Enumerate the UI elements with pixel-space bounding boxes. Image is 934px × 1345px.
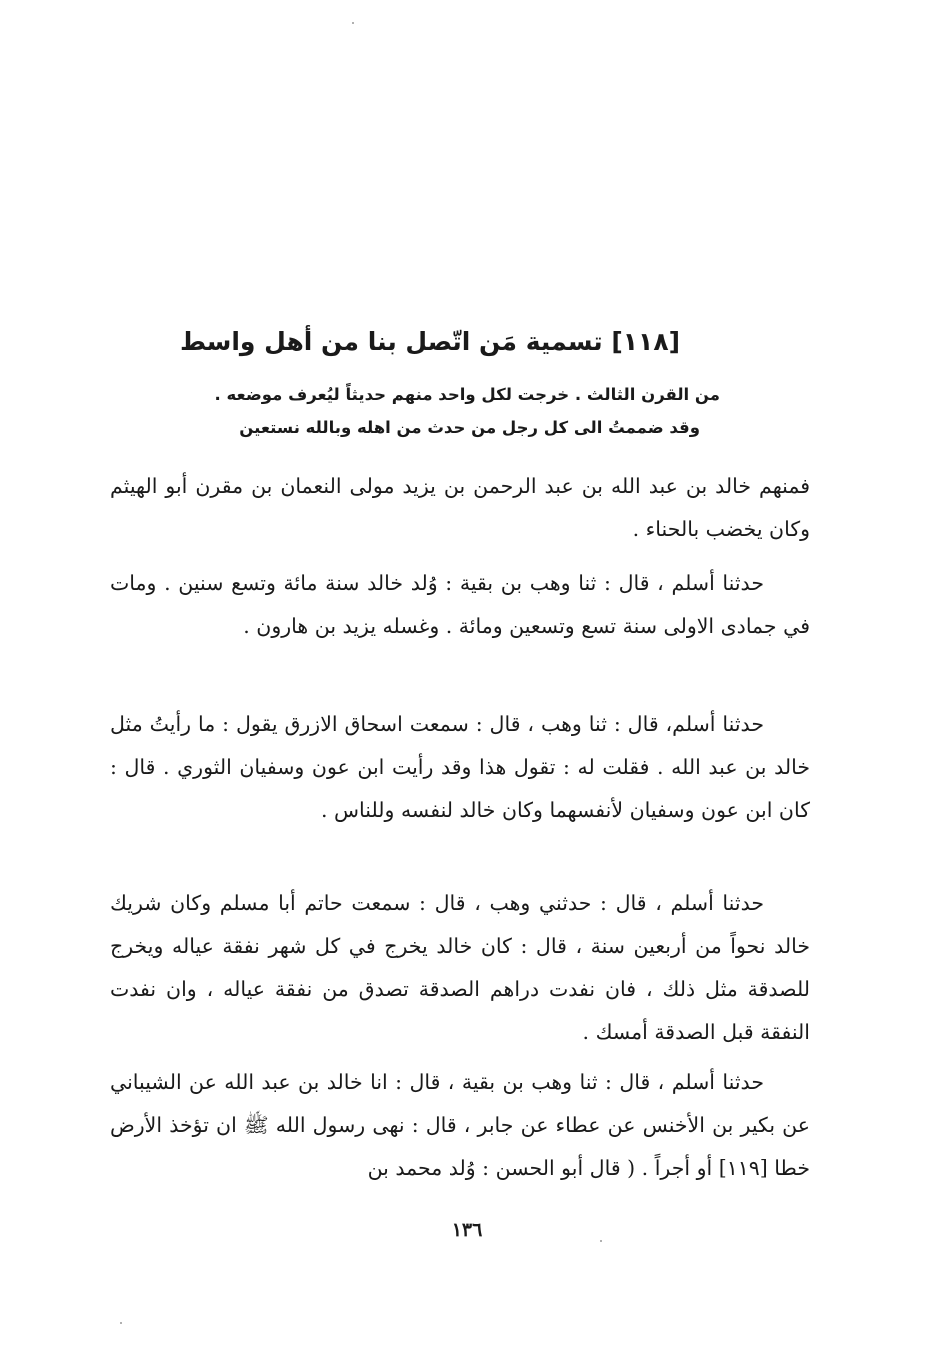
page-number: ١٣٦ <box>451 1219 483 1241</box>
paragraph-2 <box>110 562 810 648</box>
section-heading: [١١٨] تسمية مَن اتّصل بنا من أهل واسط <box>179 327 681 356</box>
paragraph-3 <box>110 703 810 832</box>
section-subheading <box>170 378 720 444</box>
subheading-line-1: من القرن الثالث . خرجت لكل واحد منهم حديثاً ليُعرف موضعه . <box>214 385 720 404</box>
paragraph-text: فمنهم خالد بن عبد الله بن عبد الرحمن بن يزيد مولى النعمان بن مقرن أبو الهيثم وكان يخضب بالحناء . <box>110 474 810 541</box>
paragraph-text: حدثنا أسلم، قال : ثنا وهب ، قال : سمعت اسحاق الازرق يقول : ما رأيتُ مثل خالد بن عبد الله . فقلت له : تقول هذا وقد رأيت ابن عون وسفيان الثوري . قال : كان ابن عون وسفيان لأنفسهما وكان خالد لنفسه وللناس . <box>110 712 810 822</box>
paragraph-text: حدثنا أسلم ، قال : ثنا وهب بن بقية : وُلد خالد سنة مائة وتسع سنين . ومات في جمادى الاولى سنة تسع وتسعين ومائة . وغسله يزيد بن هارون . <box>110 571 810 638</box>
subheading-line-2: وقد ضممتُ الى كل رجل من حدث من اهله وبالله نستعين <box>239 418 700 437</box>
scan-speck <box>600 1240 602 1242</box>
paragraph-text: حدثنا أسلم ، قال : ثنا وهب بن بقية ، قال : انا خالد بن عبد الله عن الشيباني عن بكير بن الأخنس عن عطاء عن جابر ، قال : نهى رسول الله ﷺ ان تؤخذ الأرض خطا [١١٩] أو أجراً . ( قال أبو الحسن : وُلد محمد بن <box>110 1070 810 1180</box>
scan-speck <box>352 22 354 24</box>
paragraph-text: حدثنا أسلم ، قال : حدثني وهب ، قال : سمعت حاتم أبا مسلم وكان شريك خالد نحواً من أربعين سنة ، قال : كان خالد يخرج في كل شهر نفقة عياله ويخرج للصدقة مثل ذلك ، فان نفدت دراهم الصدقة تصدق من نفقة عياله ، وان نفدت النفقة قبل الصدقة أمسك . <box>110 891 810 1044</box>
paragraph-1 <box>110 465 810 551</box>
paragraph-5 <box>110 1061 810 1190</box>
paragraph-4 <box>110 882 810 1054</box>
scan-speck <box>120 1322 122 1324</box>
